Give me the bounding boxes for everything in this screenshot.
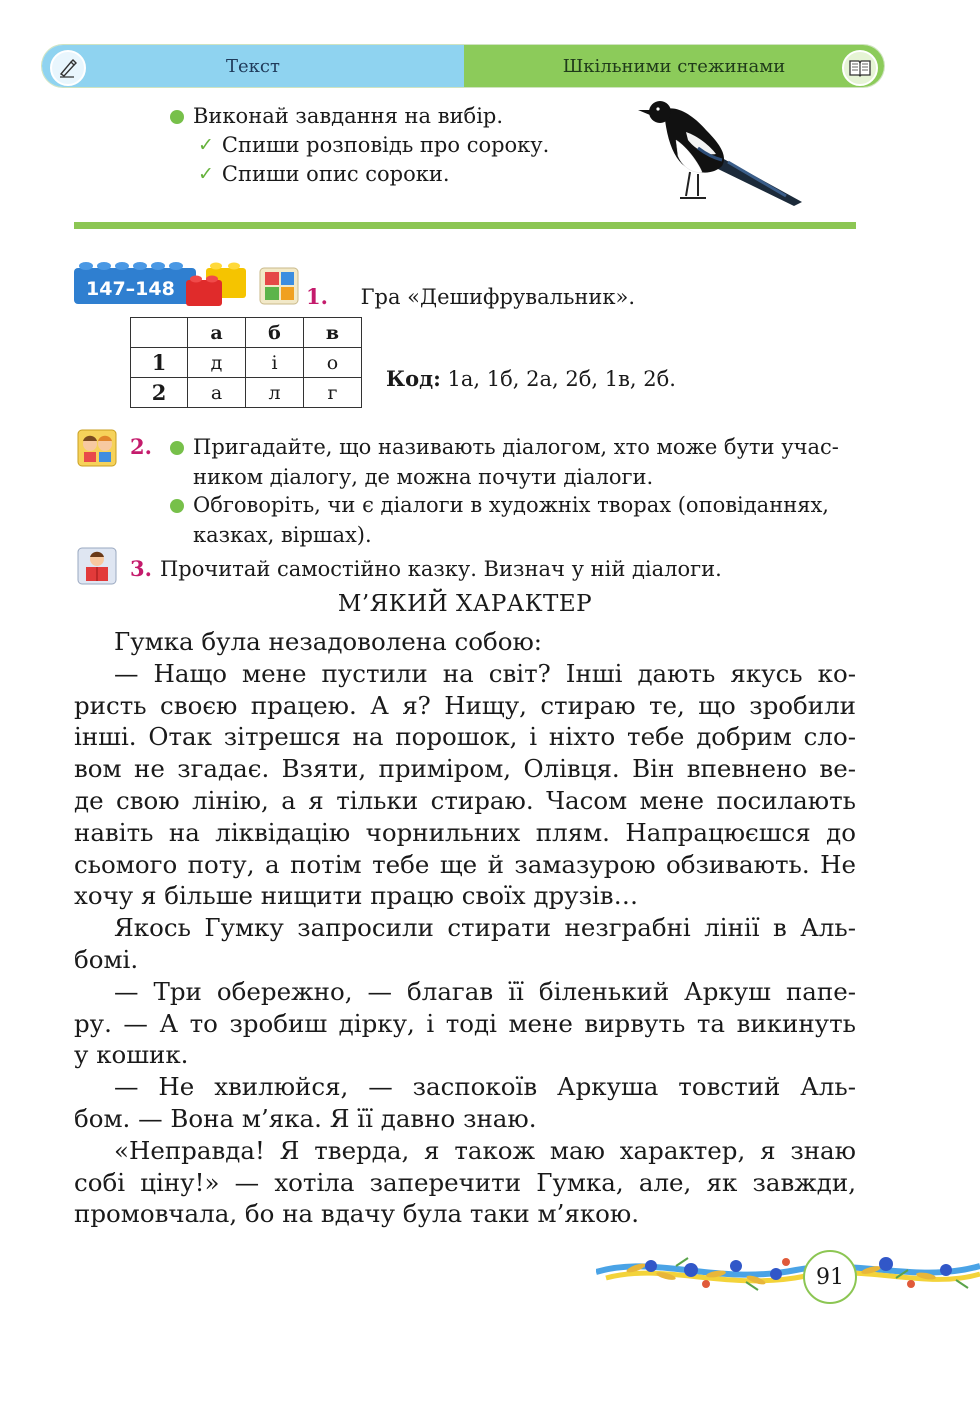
task-number: 1. xyxy=(306,284,328,309)
choice-option-text: Спиши опис сороки. xyxy=(221,162,450,186)
cipher-code-value: 1а, 1б, 2а, 2б, 1в, 2б. xyxy=(447,367,676,391)
story-line: навіть на ліквідацію чорнильних плям. Напрацюєшся до xyxy=(74,817,856,847)
checkmark-icon: ✓ xyxy=(198,134,214,156)
task-1-heading xyxy=(306,284,635,309)
table-cell xyxy=(131,318,188,348)
story-title: М’ЯКИЙ ХАРАКТЕР xyxy=(337,591,593,617)
table-row xyxy=(131,378,362,408)
story-line: Якось Гумку запросили стирати незграбні лінії в Аль- xyxy=(114,913,856,943)
table-row xyxy=(131,348,362,378)
story-line: де свою лінію, а я тільки стираю. Часом мене посилають xyxy=(74,785,856,815)
task-number: 3. xyxy=(130,556,152,581)
story-line: сьомого поту, а потім тебе ще й замазурою обзивають. Не xyxy=(74,849,856,879)
table-cell: а xyxy=(188,378,246,408)
table-cell: о xyxy=(304,348,362,378)
choice-task xyxy=(170,102,549,189)
task-2-text: Обговоріть, чи є діалоги в художніх творах (оповіданнях, xyxy=(193,493,829,517)
book-icon xyxy=(842,50,878,86)
page-number: 91 xyxy=(803,1250,857,1304)
section-divider xyxy=(74,222,856,229)
table-cell: 2 xyxy=(131,378,188,408)
pen-icon xyxy=(50,50,86,86)
task-1-text: Гра «Дешифрувальник». xyxy=(360,285,636,309)
header-left-label: Текст xyxy=(226,55,280,77)
bullet-dot-icon xyxy=(170,441,184,455)
story-line: — Три обережно, — благав її біленький Аркуш папе- xyxy=(114,976,856,1006)
task-2-line xyxy=(170,462,860,492)
table-cell: б xyxy=(246,318,304,348)
task-2-item xyxy=(170,490,860,550)
story-line: бомі. xyxy=(74,944,139,974)
task-number: 2. xyxy=(130,434,152,459)
header-section-right xyxy=(464,45,884,87)
pair-work-icon xyxy=(76,428,120,468)
header-right-label: Шкільними стежинами xyxy=(562,55,786,77)
table-cell: в xyxy=(304,318,362,348)
table-header-row xyxy=(131,318,362,348)
table-cell: д xyxy=(188,348,246,378)
story-line: хочу я більше нищити працю своїх друзів… xyxy=(74,881,639,911)
table-cell: а xyxy=(188,318,246,348)
cipher-table xyxy=(130,317,362,408)
table-cell: 1 xyxy=(131,348,188,378)
checkmark-icon: ✓ xyxy=(198,163,214,185)
lesson-number: 147–148 xyxy=(86,278,175,300)
choice-task-title-row xyxy=(170,102,549,131)
story-line: інші. Отак зітрешся на порошок, і ніхто тебе добрим сло- xyxy=(74,722,856,752)
bullet-dot-icon xyxy=(170,499,184,513)
story-text xyxy=(74,626,856,1230)
story-line: — Нащо мене пустили на світ? Інші дають якусь ко- xyxy=(114,658,856,688)
cipher-code xyxy=(386,366,676,391)
cipher-code-label: Код: xyxy=(386,366,441,391)
story-line: «Неправда! Я тверда, я також маю характер, я знаю xyxy=(114,1135,856,1165)
story-line: Гумка була незадоволена собою: xyxy=(114,627,543,656)
story-line: бом. — Вона м’яка. Я її давно знаю. xyxy=(74,1103,537,1133)
task-2-text: казках, віршах). xyxy=(193,523,372,547)
header-section-left xyxy=(42,45,464,87)
story-line: собі ціну!» — хотіла заперечити Гумка, але, як завжди, xyxy=(74,1167,856,1197)
story-line: ру. — А то зробиш дірку, і тоді мене вирвуть та викинуть xyxy=(74,1008,856,1038)
table-cell: і xyxy=(246,348,304,378)
task-3-heading xyxy=(130,556,722,581)
page-header xyxy=(42,45,884,87)
story-line: у кошик. xyxy=(74,1040,189,1070)
bullet-dot-icon xyxy=(170,110,184,124)
task-2-line xyxy=(170,432,860,462)
table-cell: л xyxy=(246,378,304,408)
story-line: промовчала, бо на вдачу була таки м’якою. xyxy=(74,1199,640,1229)
story-line: — Не хвилюйся, — заспокоїв Аркуша товстий Аль- xyxy=(114,1072,856,1102)
story-line: ристь своєю працею. А я? Нищу, стираю те, що зробили xyxy=(74,690,856,720)
choice-option xyxy=(170,131,549,160)
task-2-line xyxy=(170,490,860,520)
task-2-text: Пригадайте, що називають діалогом, хто може бути учас- xyxy=(193,435,839,459)
task-2-text: ником діалогу, де можна почути діалоги. xyxy=(193,465,654,489)
choice-option xyxy=(170,160,549,189)
choice-task-title: Виконай завдання на вибір. xyxy=(193,104,504,128)
task-2-line xyxy=(170,520,860,550)
task-3-text: Прочитай самостійно казку. Визнач у ній діалоги. xyxy=(159,557,722,581)
floral-wreath-decoration xyxy=(596,1240,980,1300)
story-line: вом не згадає. Взяти, приміром, Олівця. Він впевнено ве- xyxy=(74,754,856,784)
choice-option-text: Спиши розповідь про сороку. xyxy=(221,133,550,157)
task-2-item xyxy=(170,432,860,492)
magpie-illustration xyxy=(636,96,806,208)
table-cell: г xyxy=(304,378,362,408)
reading-icon xyxy=(76,546,120,586)
